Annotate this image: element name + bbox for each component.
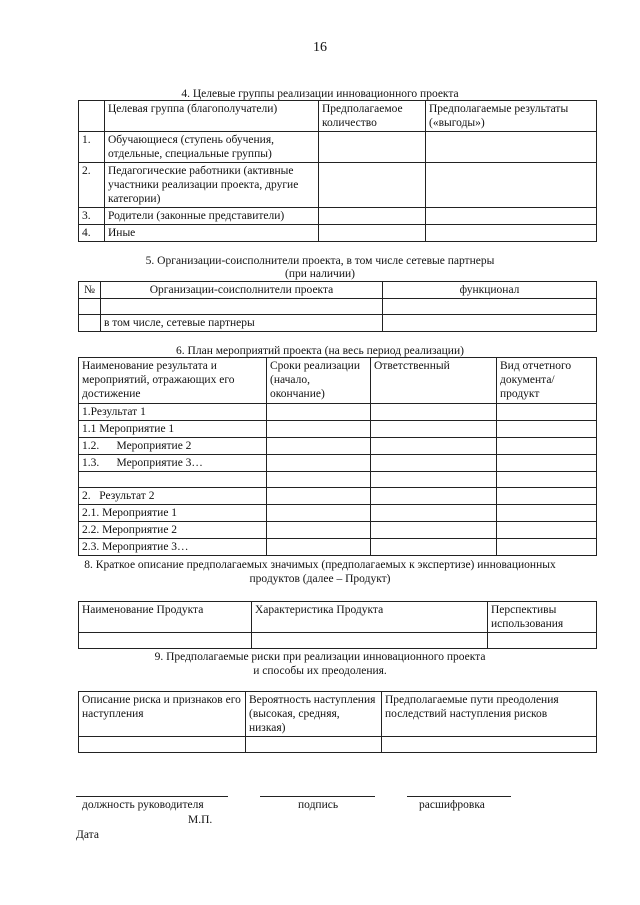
table-row <box>79 522 597 539</box>
table-cell <box>497 488 597 505</box>
table-cell <box>267 438 371 455</box>
signature-label: подпись <box>298 799 339 811</box>
quantity-cell <box>319 163 426 208</box>
date-label: Дата <box>76 829 99 841</box>
table-cell <box>267 421 371 438</box>
target-groups-table <box>78 100 597 242</box>
table-header-row <box>79 602 597 633</box>
table-cell <box>267 539 371 556</box>
section9-title: 9. Предполагаемые риски при реализации инновационного проекта <box>154 651 486 663</box>
results-cell <box>426 163 597 208</box>
quantity-cell <box>319 225 426 242</box>
header-cell: Предполагаемые пути преодоления последствий наступления рисков <box>382 692 597 737</box>
header-cell: функционал <box>383 282 597 299</box>
table-header-row <box>79 692 597 737</box>
table-cell <box>497 421 597 438</box>
plan-item: 2.2. Мероприятие 2 <box>79 522 267 539</box>
row-number: 2. <box>79 163 105 208</box>
table-row <box>79 539 597 556</box>
table-row <box>79 404 597 421</box>
header-cell: Вероятность наступления (высокая, средняя, низкая) <box>246 692 382 737</box>
plan-item: 1.2. Мероприятие 2 <box>79 438 267 455</box>
section6-title: 6. План мероприятий проекта (на весь период реализации) <box>176 345 464 357</box>
products-table <box>78 601 597 649</box>
table-row <box>79 488 597 505</box>
stamp-label: М.П. <box>188 814 213 826</box>
table-row <box>79 299 597 315</box>
table-cell <box>497 522 597 539</box>
decode-line <box>407 796 511 797</box>
table-cell <box>371 438 497 455</box>
table-cell <box>79 315 101 332</box>
table-cell <box>267 488 371 505</box>
table-cell <box>497 539 597 556</box>
plan-item: 2. Результат 2 <box>79 488 267 505</box>
table-cell <box>252 633 488 649</box>
table-row <box>79 421 597 438</box>
table-cell <box>497 472 597 488</box>
section5-title: 5. Организации-соисполнители проекта, в том числе сетевые партнеры <box>145 255 495 267</box>
table-cell <box>267 522 371 539</box>
table-cell <box>267 505 371 522</box>
section8-subtitle: продуктов (далее – Продукт) <box>249 573 391 585</box>
plan-item: 2.3. Мероприятие 3… <box>79 539 267 556</box>
results-cell <box>426 132 597 163</box>
table-cell <box>371 404 497 421</box>
table-cell <box>382 737 597 753</box>
header-cell: Наименование Продукта <box>79 602 252 633</box>
table-cell <box>371 488 497 505</box>
group-name: Иные <box>105 225 319 242</box>
table-cell <box>371 522 497 539</box>
signature-line <box>260 796 375 797</box>
header-cell: Предполагаемые результаты («выгоды») <box>426 101 597 132</box>
group-name: Родители (законные представители) <box>105 208 319 225</box>
header-cell: Целевая группа (благополучатели) <box>105 101 319 132</box>
table-header-row <box>79 358 597 404</box>
header-cell <box>79 101 105 132</box>
row-number: 1. <box>79 132 105 163</box>
header-cell: Организации-соисполнители проекта <box>101 282 383 299</box>
table-cell: в том числе, сетевые партнеры <box>101 315 383 332</box>
table-cell <box>497 404 597 421</box>
table-cell <box>371 421 497 438</box>
row-number: 4. <box>79 225 105 242</box>
header-cell: № <box>79 282 101 299</box>
table-row <box>79 132 597 163</box>
table-row <box>79 225 597 242</box>
table-row <box>79 505 597 522</box>
position-line <box>76 796 228 797</box>
quantity-cell <box>319 208 426 225</box>
header-cell: Наименование результата и мероприятий, отражающих его достижение <box>79 358 267 404</box>
row-number: 3. <box>79 208 105 225</box>
plan-item: 1.3. Мероприятие 3… <box>79 455 267 472</box>
section8-title: 8. Краткое описание предполагаемых значимых (предполагаемых к экспертизе) инновационных <box>84 559 556 571</box>
table-cell <box>79 633 252 649</box>
table-row <box>79 472 597 488</box>
table-row <box>79 455 597 472</box>
table-cell <box>371 505 497 522</box>
table-cell <box>79 737 246 753</box>
plan-item: 1.1 Мероприятие 1 <box>79 421 267 438</box>
plan-item: 2.1. Мероприятие 1 <box>79 505 267 522</box>
section9-subtitle: и способы их преодоления. <box>253 665 387 677</box>
table-cell <box>488 633 597 649</box>
table-cell <box>383 299 597 315</box>
table-cell <box>497 455 597 472</box>
group-name: Обучающиеся (ступень обучения, отдельные, специальные группы) <box>105 132 319 163</box>
header-cell: Сроки реализации (начало, окончание) <box>267 358 371 404</box>
header-cell: Предполагаемое количество <box>319 101 426 132</box>
table-cell <box>371 472 497 488</box>
table-cell <box>267 472 371 488</box>
table-cell <box>371 539 497 556</box>
table-header-row <box>79 282 597 299</box>
page-number: 16 <box>313 40 327 55</box>
section5-subtitle: (при наличии) <box>285 268 355 280</box>
table-cell <box>383 315 597 332</box>
partners-table <box>78 281 597 332</box>
table-cell <box>497 505 597 522</box>
header-cell: Описание риска и признаков его наступления <box>79 692 246 737</box>
table-row <box>79 163 597 208</box>
table-cell <box>101 299 383 315</box>
header-cell: Перспективы использования <box>488 602 597 633</box>
results-cell <box>426 225 597 242</box>
table-cell <box>267 455 371 472</box>
risks-table <box>78 691 597 753</box>
header-cell: Ответственный <box>371 358 497 404</box>
table-cell <box>79 299 101 315</box>
table-cell <box>267 404 371 421</box>
table-row <box>79 633 597 649</box>
section4-title: 4. Целевые группы реализации инновационного проекта <box>181 88 459 100</box>
table-row <box>79 208 597 225</box>
quantity-cell <box>319 132 426 163</box>
plan-item <box>79 472 267 488</box>
table-cell <box>371 455 497 472</box>
position-label: должность руководителя <box>82 799 204 811</box>
group-name: Педагогические работники (активные участники реализации проекта, другие категории) <box>105 163 319 208</box>
table-row <box>79 438 597 455</box>
decode-label: расшифровка <box>419 799 485 811</box>
results-cell <box>426 208 597 225</box>
table-cell <box>497 438 597 455</box>
header-cell: Характеристика Продукта <box>252 602 488 633</box>
table-header-row <box>79 101 597 132</box>
header-cell: Вид отчетного документа/ продукт <box>497 358 597 404</box>
table-row <box>79 315 597 332</box>
table-row <box>79 737 597 753</box>
action-plan-table <box>78 357 597 556</box>
table-cell <box>246 737 382 753</box>
plan-item: 1.Результат 1 <box>79 404 267 421</box>
